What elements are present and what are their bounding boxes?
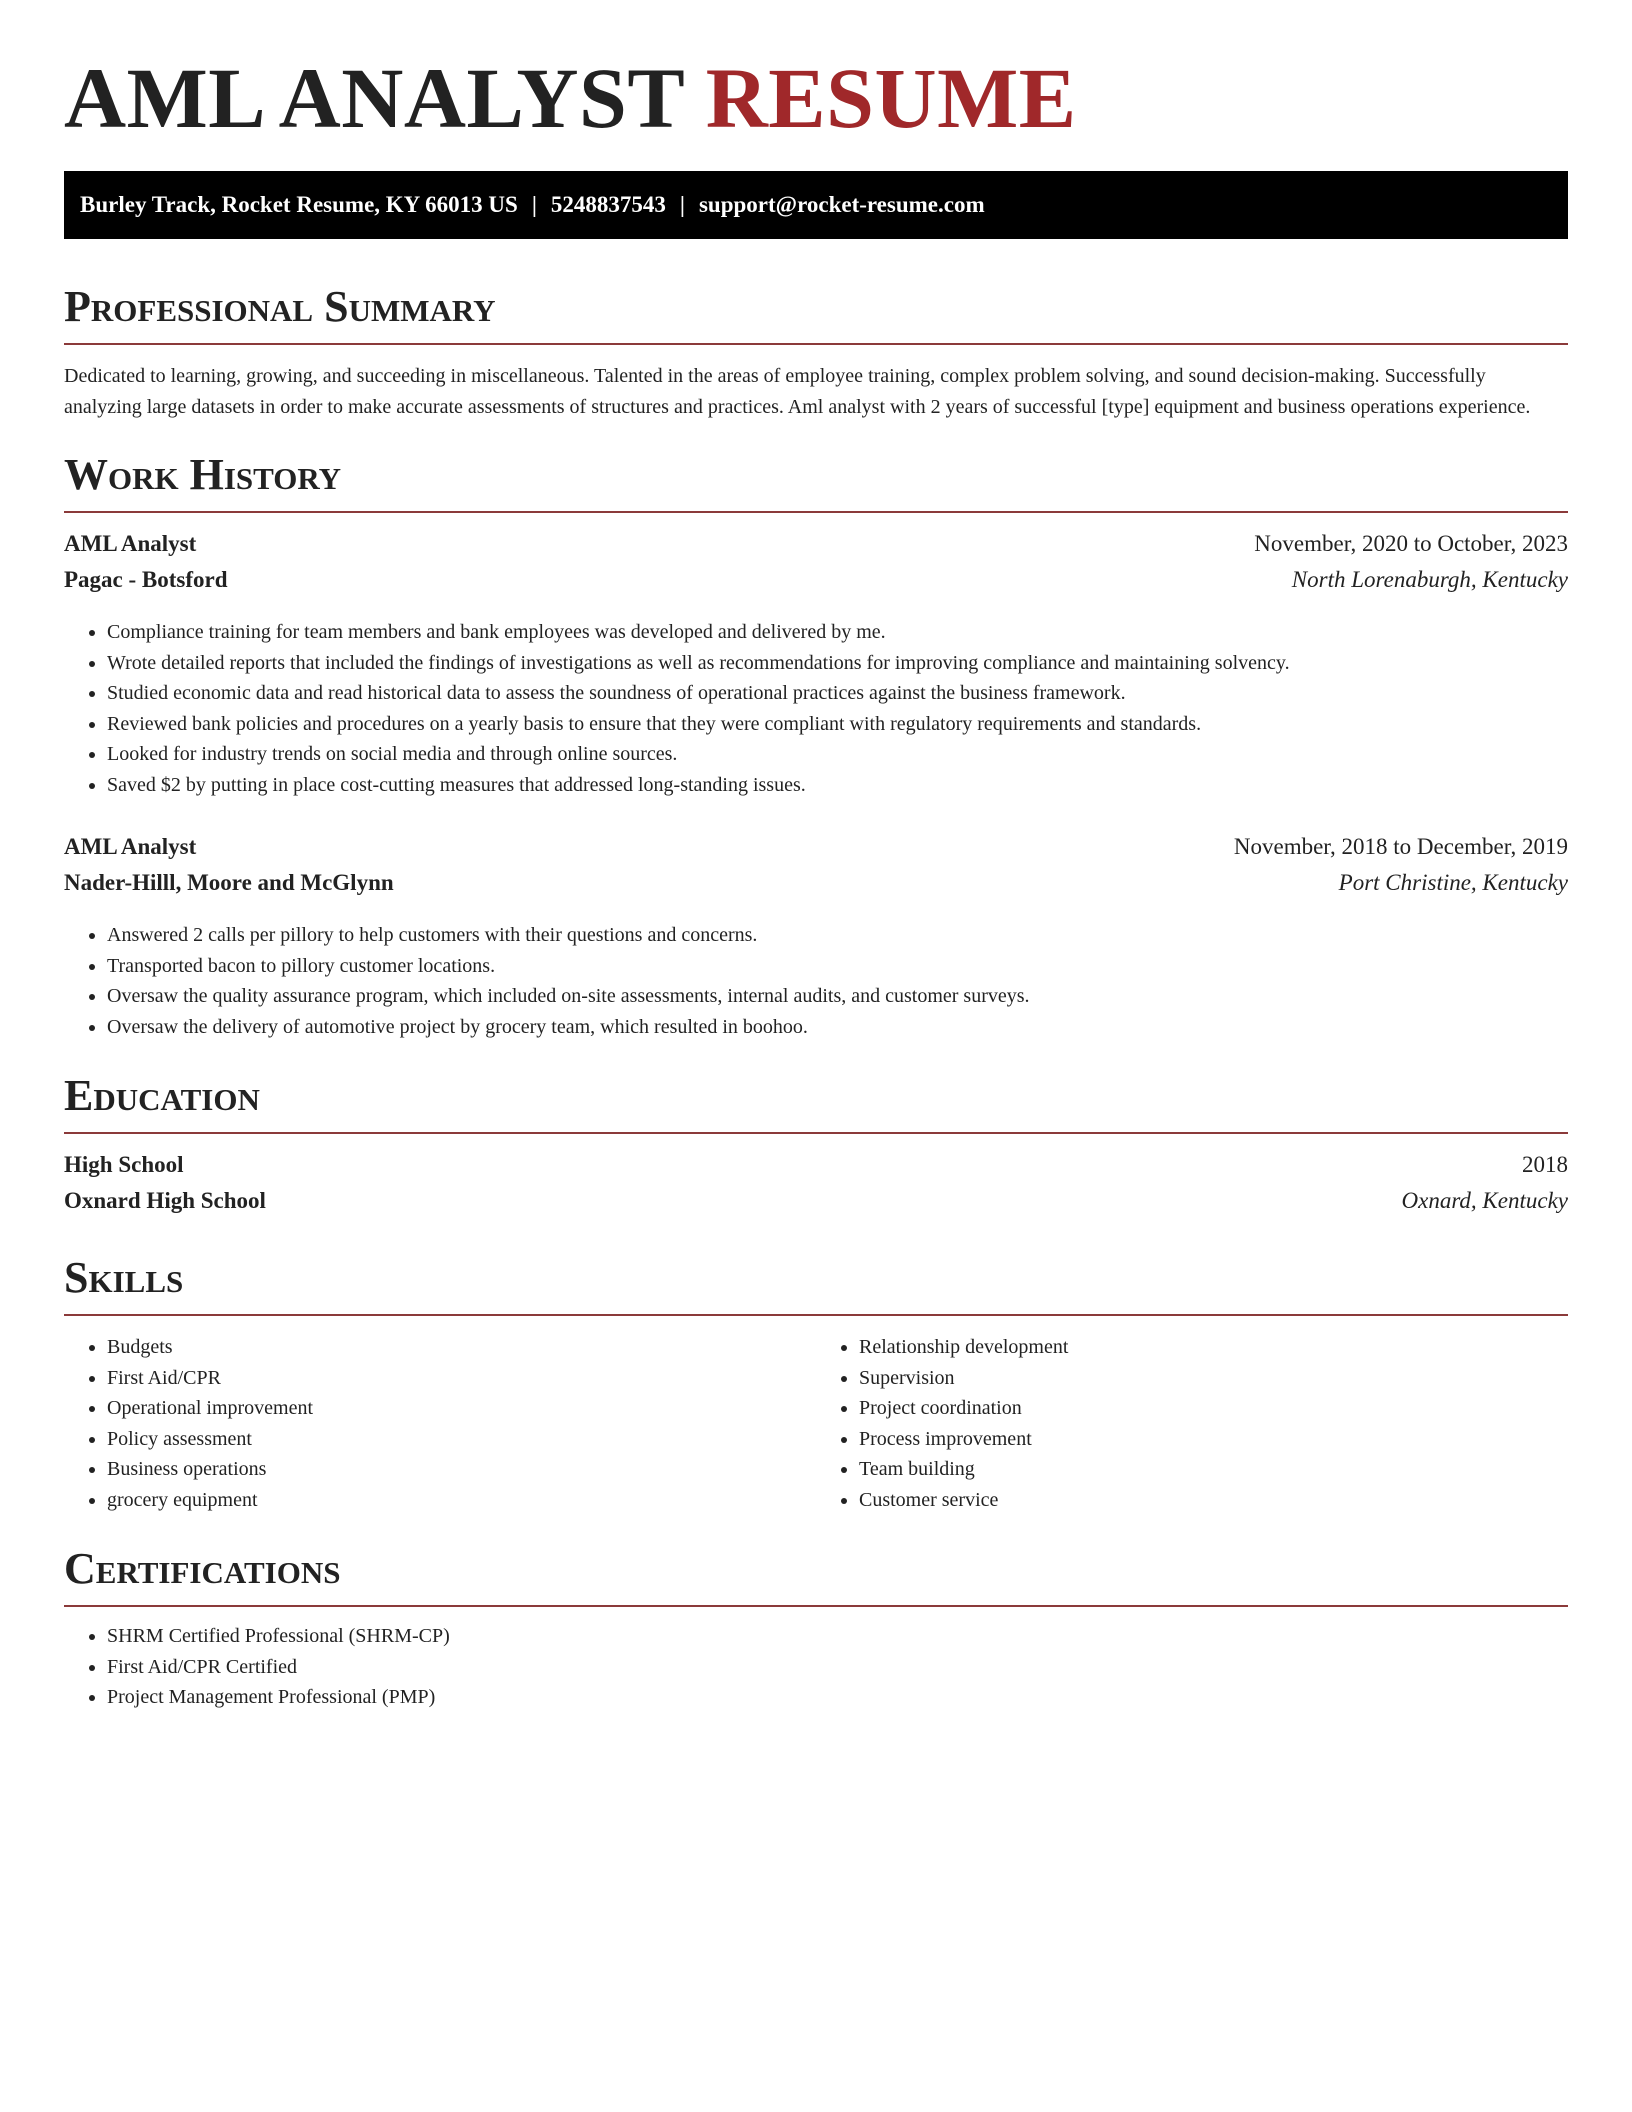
job-location: Port Christine, Kentucky [1338,870,1568,895]
job-bullet: • Looked for industry trends on social media and through online sources. [107,739,1568,770]
skills-columns [64,1332,1568,1515]
skill-item: • First Aid/CPR [107,1363,816,1394]
skill-item: • grocery equipment [107,1485,816,1516]
job-bullet: • Oversaw the delivery of automotive project by grocery team, which resulted in boohoo. [107,1012,1568,1043]
skill-item: • Policy assessment [107,1424,816,1455]
skill-item: • Business operations [107,1454,816,1485]
job-bullet-list [64,920,1568,1042]
job-entry [64,531,1568,800]
certifications-list [64,1621,1568,1713]
title-main: AML ANALYST [64,50,684,146]
job-bullet: • Oversaw the quality assurance program, which included on-site assessments, internal audits, and customer surveys. [107,981,1568,1012]
skill-item: • Relationship development [859,1332,1568,1363]
job-company: Pagac - Botsford [64,567,228,592]
job-company: Nader-Hilll, Moore and McGlynn [64,870,394,895]
work-history-section [64,450,1568,1042]
contact-email: support@rocket-resume.com [698,192,985,217]
job-entry [64,834,1568,1042]
summary-heading: Professional Summary [64,285,1568,345]
skills-column-right [816,1332,1568,1515]
job-dates: November, 2018 to December, 2019 [1233,834,1568,859]
job-bullet: • Compliance training for team members and bank employees was developed and delivered by me. [107,617,1568,648]
education-year: 2018 [1522,1152,1568,1177]
resume-title [64,0,1568,147]
summary-text: Dedicated to learning, growing, and succeeding in miscellaneous. Talented in the areas of employee training, complex problem solving, and sound decision-making. Successfully analyzing large datasets in order to make accurate assessments of structures and practices. Aml analyst with 2 years of successful [type] equipment and business operations experience. [64,365,1531,418]
contact-separator: | [679,192,685,217]
skill-item: • Budgets [107,1332,816,1363]
job-company-row [64,870,1568,906]
job-location: North Lorenaburgh, Kentucky [1291,567,1568,592]
education-entry [64,1152,1568,1224]
job-bullet: • Transported bacon to pillory customer locations. [107,951,1568,982]
work-history-heading: Work History [64,453,1568,513]
skills-heading: Skills [64,1256,1568,1316]
skills-list [816,1332,1568,1515]
skill-item: • Operational improvement [107,1393,816,1424]
contact-bar [64,171,1568,239]
job-title: AML Analyst [64,531,197,556]
job-bullet: • Wrote detailed reports that included the findings of investigations as well as recommendations for improving compliance and maintaining solvency. [107,648,1568,679]
title-accent: RESUME [705,50,1077,146]
job-bullet: • Answered 2 calls per pillory to help customers with their questions and concerns. [107,920,1568,951]
job-bullet: • Studied economic data and read historical data to assess the soundness of operational practices against the business framework. [107,678,1568,709]
education-heading: Education [64,1074,1568,1134]
job-bullet-list [64,617,1568,800]
contact-phone: 5248837543 [550,192,666,217]
skill-item: • Supervision [859,1363,1568,1394]
skill-item: • Customer service [859,1485,1568,1516]
job-dates: November, 2020 to October, 2023 [1254,531,1568,556]
job-title: AML Analyst [64,834,197,859]
education-degree: High School [64,1152,184,1177]
job-company-row [64,567,1568,603]
education-school: Oxnard High School [64,1188,266,1213]
certifications-heading: Certifications [64,1547,1568,1607]
skills-column-left [64,1332,816,1515]
summary-section [64,282,1568,423]
contact-separator: | [531,192,537,217]
certification-item: • First Aid/CPR Certified [107,1652,1568,1683]
job-bullet: • Saved $2 by putting in place cost-cutting measures that addressed long-standing issues. [107,770,1568,801]
contact-address: Burley Track, Rocket Resume, KY 66013 US [80,192,518,217]
skills-list [64,1332,816,1515]
job-title-row [64,531,1568,567]
certification-item: • Project Management Professional (PMP) [107,1682,1568,1713]
skill-item: • Process improvement [859,1424,1568,1455]
job-bullet: • Reviewed bank policies and procedures on a yearly basis to ensure that they were compliant with regulatory requirements and standards. [107,709,1568,740]
education-school-row [64,1188,1568,1224]
education-degree-row [64,1152,1568,1188]
skills-section [64,1253,1568,1515]
certifications-section [64,1544,1568,1713]
certification-item: • SHRM Certified Professional (SHRM-CP) [107,1621,1568,1652]
education-location: Oxnard, Kentucky [1401,1188,1568,1213]
skill-item: • Project coordination [859,1393,1568,1424]
education-section [64,1071,1568,1224]
job-title-row [64,834,1568,870]
skill-item: • Team building [859,1454,1568,1485]
